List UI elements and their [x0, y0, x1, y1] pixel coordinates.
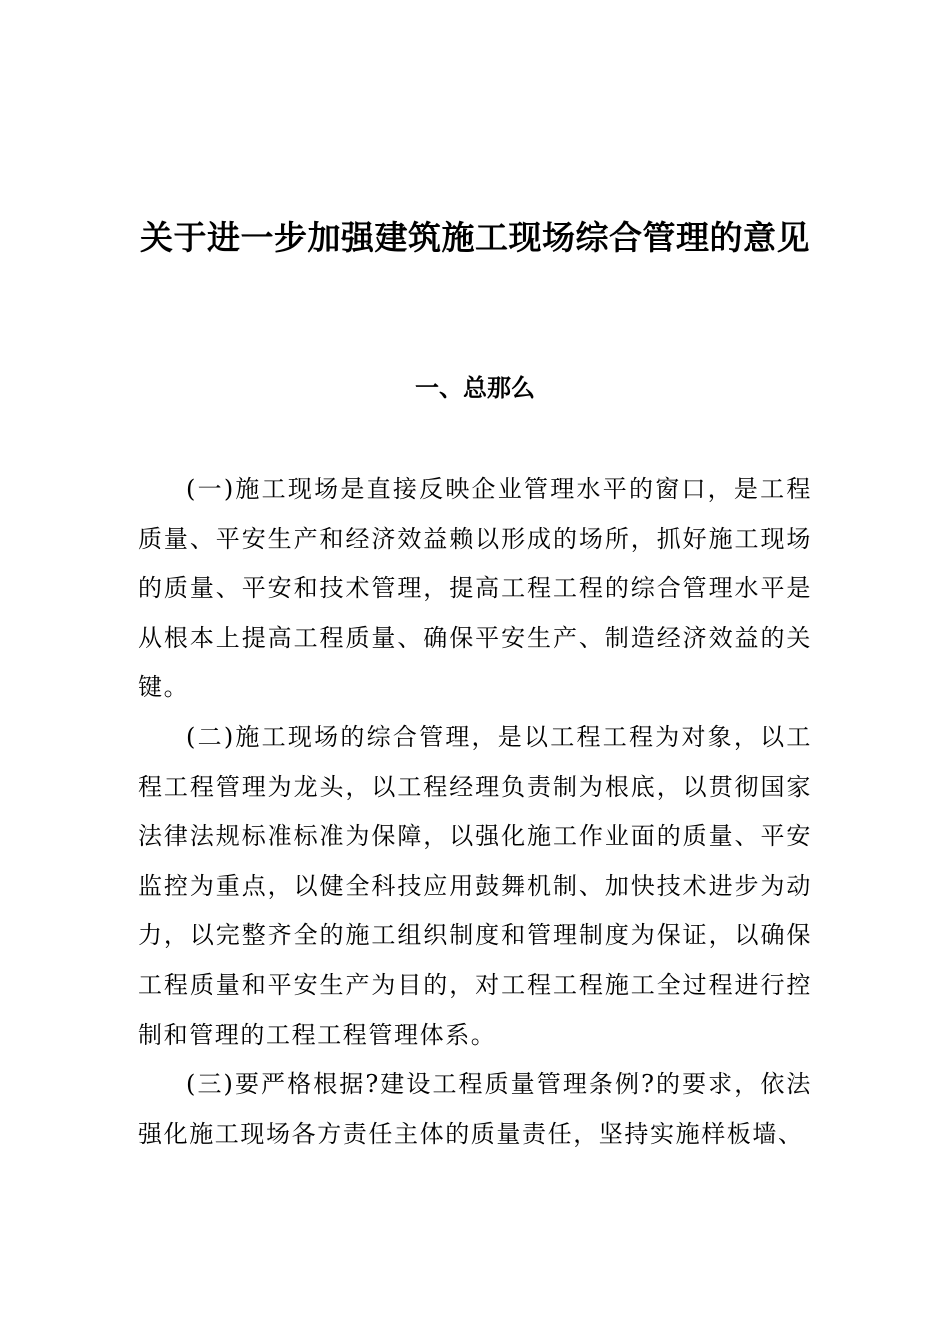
paragraph-1: (一)施工现场是直接反映企业管理水平的窗口，是工程质量、平安生产和经济效益赖以形成的场所，抓好施工现场的质量、平安和技术管理，提高工程工程的综合管理水平是从根本上提高工程质量、确保平安生产、制造经济效益的关键。: [138, 475, 812, 702]
paragraph-3: (三)要严格根据?建设工程质量管理条例?的要求，依法强化施工现场各方责任主体的质量责任，坚持实施样板墙、: [138, 1070, 812, 1148]
section-heading: 一、总那么: [415, 374, 535, 402]
document-body: [138, 465, 812, 1159]
paragraph-2: (二)施工现场的综合管理，是以工程工程为对象，以工程工程管理为龙头，以工程经理负责制为根底，以贯彻国家法律法规标准标准为保障，以强化施工作业面的质量、平安监控为重点，以健全科技应用鼓舞机制、加快技术进步为动力，以完整齐全的施工组织制度和管理制度为保证，以确保工程质量和平安生产为目的，对工程工程施工全过程进行控制和管理的工程工程管理体系。: [138, 722, 812, 1049]
document-title: 关于进一步加强建筑施工现场综合管理的意见: [140, 218, 810, 257]
